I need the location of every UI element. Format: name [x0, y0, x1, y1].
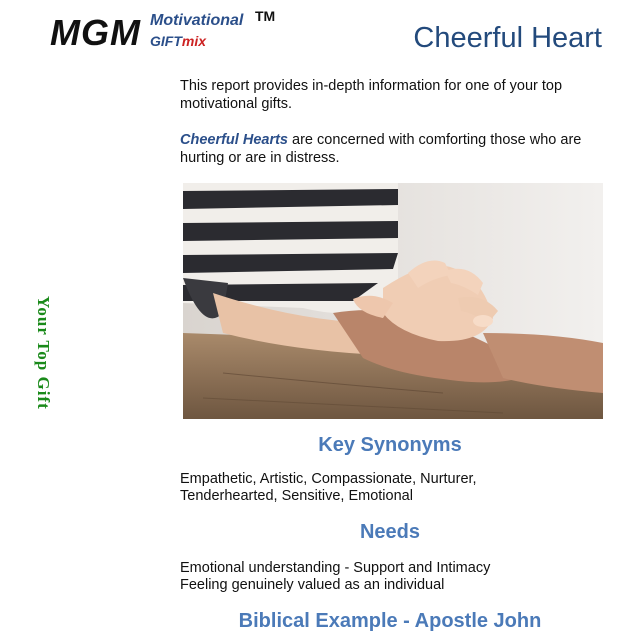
gift-name-emphasis: Cheerful Hearts — [180, 132, 288, 148]
intro-paragraph: This report provides in-depth information for one of your top motivational gifts. — [180, 78, 563, 112]
key-synonyms-heading: Key Synonyms — [318, 434, 462, 456]
description-paragraph — [180, 131, 610, 167]
logo-mgm: MGM — [50, 12, 141, 53]
key-synonyms-text — [180, 471, 610, 505]
holding-hands-photo — [183, 183, 603, 419]
logo-motivational: Motivational — [150, 12, 244, 29]
side-label-your-top-gift: Your Top Gift — [34, 296, 53, 410]
needs-line-2: Feeling genuinely valued as an individual — [180, 577, 445, 593]
biblical-example-heading: Biblical Example - Apostle John — [238, 610, 542, 632]
description-rest: are concerned with comforting those who are hurting or are in distress. — [180, 132, 582, 166]
needs-line-1: Emotional understanding - Support and Intimacy — [180, 560, 491, 576]
logo-mix: mix — [181, 33, 207, 49]
logo-giftmix — [150, 33, 206, 49]
needs-text — [180, 560, 610, 594]
needs-heading: Needs — [359, 521, 421, 543]
synonyms-line-1: Empathetic, Artistic, Compassionate, Nurturer, — [180, 471, 477, 487]
intro-text — [180, 77, 610, 167]
synonyms-line-2: Tenderhearted, Sensitive, Emotional — [180, 488, 413, 504]
page-title: Cheerful Heart — [413, 22, 602, 54]
logo-gift: GIFT — [150, 33, 182, 49]
logo-trademark: TM — [255, 8, 276, 24]
photo-illustration — [183, 183, 603, 419]
logo — [50, 8, 290, 58]
